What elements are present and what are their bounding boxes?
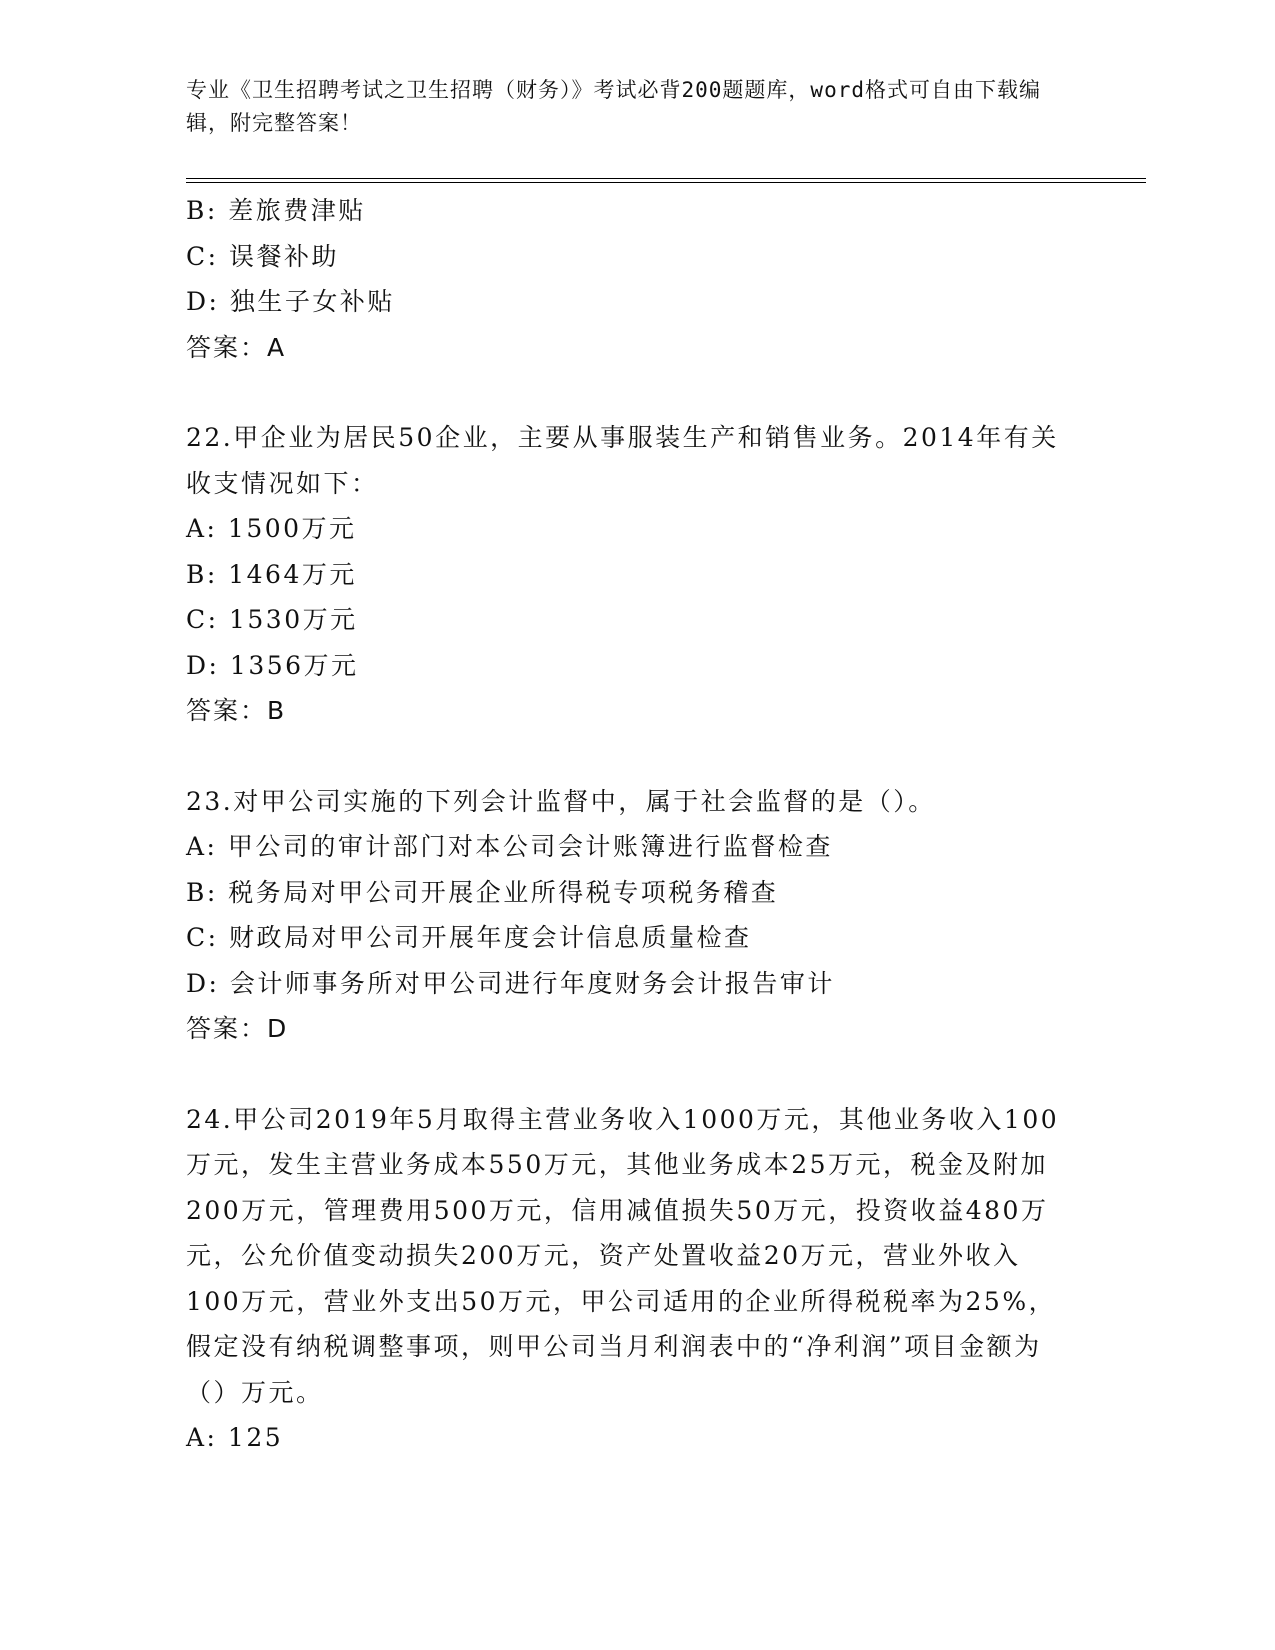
option-a: A: 125 (186, 1423, 284, 1452)
option-d: D: 1356万元 (186, 650, 359, 680)
option-b: B: 税务局对甲公司开展企业所得税专项税务稽查 (186, 877, 779, 907)
header-divider-top (186, 178, 1146, 179)
document-header (186, 74, 1066, 140)
question-stem: 24.甲公司2019年5月取得主营业务收入1000万元，其他业务收入100万元，发生主营业务成本550万元，其他业务成本25万元，税金及附加200万元，管理费用500万元，信用减值损失50万元，投资收益480万元，公允价值变动损失200万元，资产处置收益20万元，营业外收入100万元，营业外支出50万元，甲公司适用的企业所得税税率为25%，假定没有纳税调整事项，则甲公司当月利润表中的“净利润”项目金额为（）万元。 (186, 1104, 1060, 1407)
question-block-23 (186, 779, 1066, 1052)
spacer (186, 1052, 1066, 1097)
question-stem: 23.对甲公司实施的下列会计监督中，属于社会监督的是（）。 (186, 786, 936, 816)
answer-label: 答案：B (186, 696, 287, 725)
document-body (186, 188, 1066, 1461)
option-a: A: 甲公司的审计部门对本公司会计账簿进行监督检查 (186, 832, 833, 861)
option-b: B: 1464万元 (186, 559, 357, 589)
answer-label: 答案：D (186, 1014, 289, 1043)
option-a: A: 1500万元 (186, 514, 357, 543)
header-title: 专业《卫生招聘考试之卫生招聘（财务）》考试必背200题题库，word格式可自由下载编辑，附完整答案！ (186, 78, 1041, 135)
question-block-24 (186, 1097, 1066, 1461)
option-d: D: 独生子女补贴 (186, 287, 395, 316)
option-c: C: 财政局对甲公司开展年度会计信息质量检查 (186, 923, 752, 952)
question-stem: 22.甲企业为居民50企业，主要从事服装生产和销售业务。2014年有关收支情况如下： (186, 423, 1059, 498)
answer-label: 答案：A (186, 332, 287, 362)
option-c: C: 误餐补助 (186, 241, 339, 271)
option-b: B: 差旅费津贴 (186, 196, 366, 225)
spacer (186, 734, 1066, 779)
option-c: C: 1530万元 (186, 605, 358, 634)
question-block-21 (186, 188, 1066, 370)
option-d: D: 会计师事务所对甲公司进行年度财务会计报告审计 (186, 968, 835, 998)
header-divider-bottom (186, 182, 1146, 183)
question-block-22 (186, 415, 1066, 734)
spacer (186, 370, 1066, 415)
